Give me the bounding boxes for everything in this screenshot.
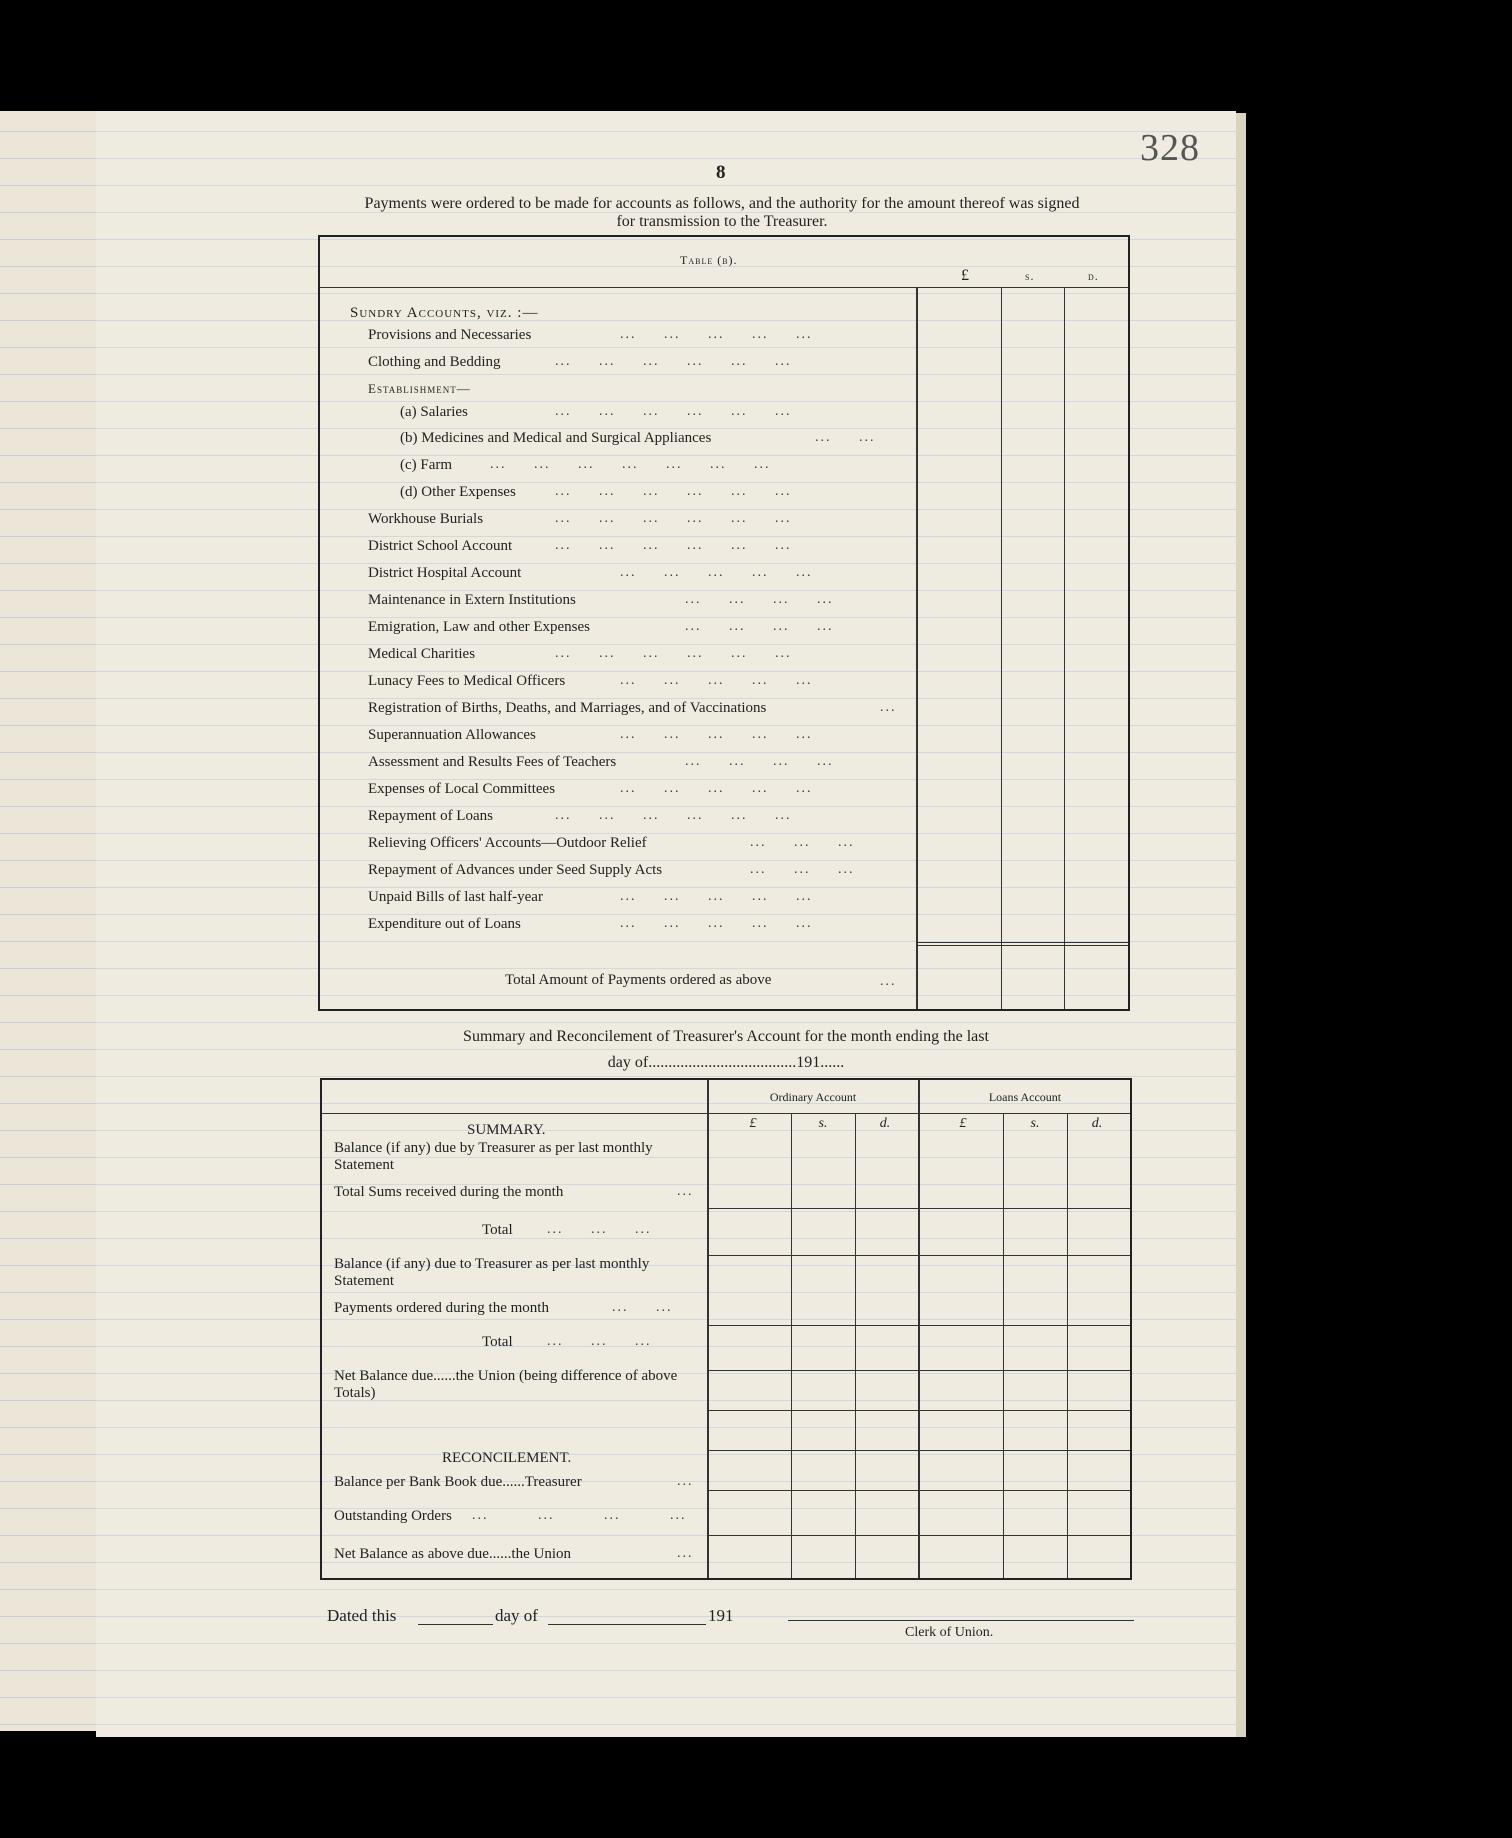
table-row: Superannuation Allowances (368, 727, 536, 743)
dated-this-label: Dated this (327, 1606, 397, 1625)
table-row: (a) Salaries (400, 404, 468, 420)
table-row: Registration of Births, Deaths, and Marriages, and of Vaccinations (368, 700, 767, 716)
left-page (0, 111, 99, 1731)
table-b: Table (b). £ s. d. Sundry Accounts, viz. :— Provisions and Necessaries ... ... ... ... ... Clothing and Bedding ... ... ... ... ... ... Establishment— (a) Salaries ... ... ... ... ... ... (b) Medicines and Medical and Surgical Appliances ... ... (c) Farm ... ... ... ... ... ... ... (d) Other Expenses ... ... ... ... ... ... Workhouse Burials ... ... ... ... ... ... District School Account ... ... ... ... ... ... District Hospital Account ... ... ... ... ... Maintenance in Extern Institutions ... ... ... ... Emigration, Law and other Expenses ... ... ... ... Medical Charities ... ... ... ... ... ... Lunacy Fees to Medical Officers ... ... ... ... ... Registration of Births, Deaths, and Marriages, and of Vaccinations ... Superannuation Allowances ... ... ... ... ... Assessment and Results Fees of Teachers ... ... ... ... Expenses of Local Committees ... ... ... ... ... Repayment of Loans ... ... ... ... ... ... Relieving Officers' Accounts—Outdoor Relief ... ... ... Repayment of Advances under Seed Supply Acts ... ... ... Unpaid Bills of last half-year ... ... ... ... ... Expenditure out of Loans ... ... ... ... ... Total Amount of Payments ordered as above ... (318, 235, 1130, 1011)
ordinary-pound-header: £ (749, 1116, 757, 1131)
reconcilement-heading: RECONCILEMENT. (442, 1450, 572, 1466)
summary-table: Ordinary Account Loans Account £ s. d. £ s. d. SUMMARY. Balance (if any) due by Treasurer as per last monthly Statement Total Sums received during the month ... Total ... ... ... Balance (if any) due to Treasurer as per last monthly Statement Payments ordered during the month ... ... Total ... ... ... Net Balance due......the Union (being difference of above Totals) RECONCILEMENT. Balance per Bank Book due......Treasurer ... Outstanding Orders ... ... ... ... Net Balance as above due......the Union ... (320, 1078, 1132, 1580)
table-row: Expenditure out of Loans (368, 916, 521, 932)
table-row: Repayment of Advances under Seed Supply Acts (368, 862, 663, 878)
table-row: (b) Medicines and Medical and Surgical Appliances (400, 430, 712, 446)
reconcilement-title-line2: day of.....................................191...... (607, 1054, 845, 1071)
pound-col-header: £ (961, 267, 969, 284)
reconcilement-row: Balance per Bank Book due......Treasurer (334, 1474, 582, 1490)
reconcilement-row: Net Balance as above due......the Union (334, 1546, 572, 1562)
summary-row: Balance (if any) due by Treasurer as per last monthly Statement (334, 1140, 653, 1173)
summary-total-row: Total (482, 1334, 513, 1350)
year-label: 191 (708, 1606, 734, 1625)
reconcilement-row: Outstanding Orders (334, 1508, 452, 1524)
table-row: Relieving Officers' Accounts—Outdoor Relief (368, 835, 647, 851)
table-row: Maintenance in Extern Institutions (368, 592, 576, 608)
summary-row: Net Balance due......the Union (being difference of above Totals) (334, 1368, 678, 1401)
table-row: Workhouse Burials (368, 511, 484, 527)
shilling-col-header: s. (1025, 269, 1035, 283)
summary-title: SUMMARY. (467, 1122, 546, 1138)
loans-pound-header: £ (959, 1116, 967, 1131)
folio-number: 328 (1140, 127, 1200, 169)
table-row: Medical Charities (368, 646, 476, 662)
table-row: Lunacy Fees to Medical Officers (368, 673, 566, 689)
table-row: Repayment of Loans (368, 808, 493, 824)
intro-text: Payments were ordered to be made for accounts as follows, and the authority for the amount thereof was signed for transmission to the Treasurer. (364, 195, 1080, 230)
summary-row: Payments ordered during the month (334, 1300, 549, 1316)
table-row: Emigration, Law and other Expenses (368, 619, 591, 635)
table-row: Unpaid Bills of last half-year (368, 889, 543, 905)
table-row: Expenses of Local Committees (368, 781, 556, 797)
reconcilement-title-line1: Summary and Reconcilement of Treasurer's Account for the month ending the last (463, 1028, 989, 1045)
table-row: District Hospital Account (368, 565, 522, 581)
summary-row: Total Sums received during the month (334, 1184, 564, 1200)
sundry-heading: Sundry Accounts, viz. :— (350, 305, 539, 321)
table-row: (d) Other Expenses (400, 484, 516, 500)
table-b-title: Table (b). (680, 253, 738, 267)
loans-pence-header: d. (1091, 1116, 1103, 1131)
table-row: District School Account (368, 538, 513, 554)
table-row: Establishment— (368, 381, 471, 396)
ordinary-pence-header: d. (879, 1116, 891, 1131)
ordinary-account-header: Ordinary Account (769, 1090, 857, 1104)
summary-total-row: Total (482, 1222, 513, 1238)
ordinary-shilling-header: s. (818, 1116, 828, 1131)
page-edge (1236, 113, 1246, 1737)
day-of-label: day of (495, 1606, 538, 1625)
table-row: (c) Farm (400, 457, 453, 473)
clerk-of-union-label: Clerk of Union. (905, 1625, 994, 1640)
table-row: Clothing and Bedding (368, 354, 501, 370)
table-row: Provisions and Necessaries (368, 327, 532, 343)
reconcilement-title (376, 1024, 1076, 1076)
pence-col-header: d. (1088, 269, 1099, 283)
summary-row: Balance (if any) due to Treasurer as per last monthly Statement (334, 1256, 650, 1289)
loans-shilling-header: s. (1030, 1116, 1040, 1131)
table-row: Assessment and Results Fees of Teachers (368, 754, 617, 770)
page-number: 8 (716, 162, 726, 183)
table-total-row: Total Amount of Payments ordered as above (505, 972, 772, 988)
loans-account-header: Loans Account (988, 1090, 1062, 1104)
